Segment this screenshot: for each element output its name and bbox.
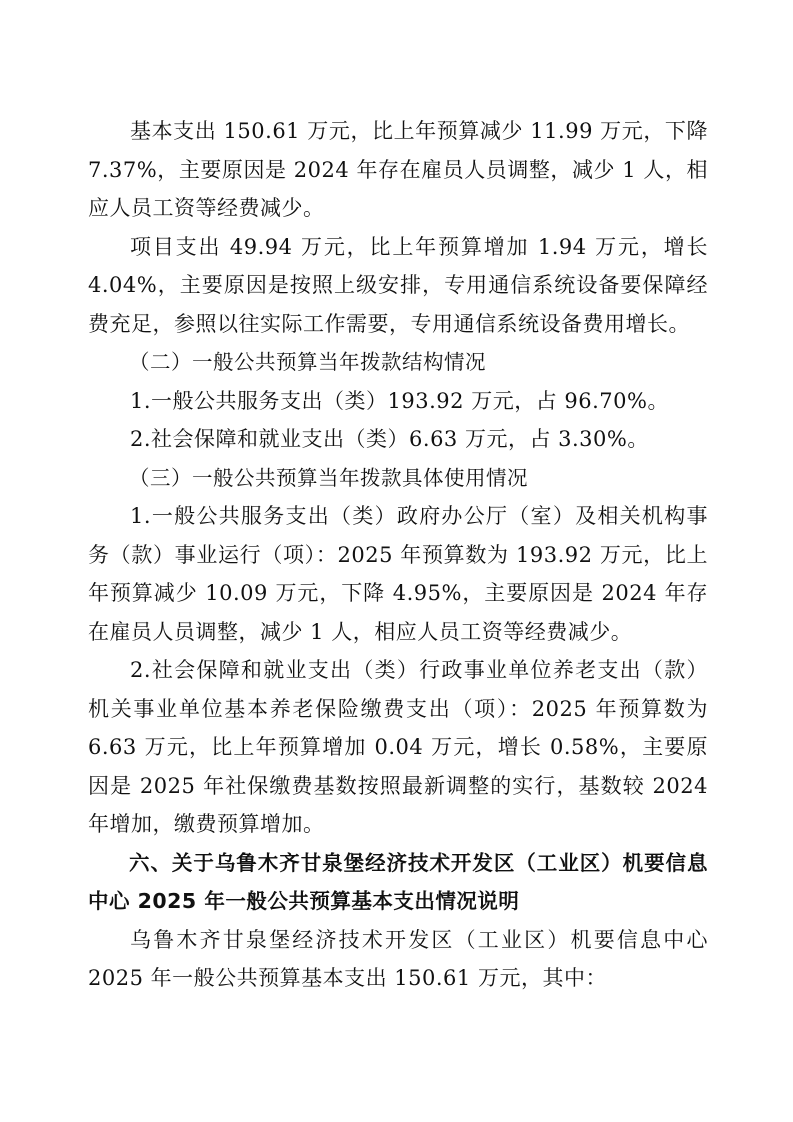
section-six-title: 六、关于乌鲁木齐甘泉堡经济技术开发区（工业区）机要信息中心 2025 年一般公共预算基本支出情况说明 <box>88 850 708 913</box>
section-six-intro: 乌鲁木齐甘泉堡经济技术开发区（工业区）机要信息中心 2025 年一般公共预算基本支出 150.61 万元，其中： <box>88 927 708 990</box>
section-heading-structure: （二）一般公共预算当年拨款结构情况 <box>129 350 486 374</box>
project-expenditure-paragraph: 项目支出 49.94 万元，比上年预算增加 1.94 万元，增长 4.04%，主要原因是按照上级安排，专用通信系统设备要保障经费充足，参照以往实际工作需要，专用通信系统设备费用增长。 <box>88 234 708 336</box>
social-security-detail: 2.社会保障和就业支出（类）行政事业单位养老支出（款）机关事业单位基本养老保险缴费支出（项）：2025 年预算数为 6.63 万元，比上年预算增加 0.04 万元，增长 0.58%，主要原因是 2025 年社保缴费基数按照最新调整的实行，基数较 2024 年增加，缴费预算增加。 <box>88 658 708 836</box>
general-public-services-detail: 1.一般公共服务支出（类）政府办公厅（室）及相关机构事务（款）事业运行（项）：2025 年预算数为 193.92 万元，比上年预算减少 10.09 万元，下降 4.95%，主要原因是 2024 年存在雇员人员调整，减少 1 人，相应人员工资等经费减少。 <box>88 504 708 644</box>
section-heading-usage: （三）一般公共预算当年拨款具体使用情况 <box>129 465 528 490</box>
social-security-share: 2.社会保障和就业支出（类）6.63 万元，占 3.30%。 <box>130 427 649 451</box>
basic-expenditure-paragraph: 基本支出 150.61 万元，比上年预算减少 11.99 万元，下降 7.37%，主要原因是 2024 年存在雇员人员调整，减少 1 人，相应人员工资等经费减少。 <box>88 119 708 220</box>
document-body <box>88 112 708 998</box>
general-public-services-share: 1.一般公共服务支出（类）193.92 万元，占 96.70%。 <box>130 388 669 413</box>
